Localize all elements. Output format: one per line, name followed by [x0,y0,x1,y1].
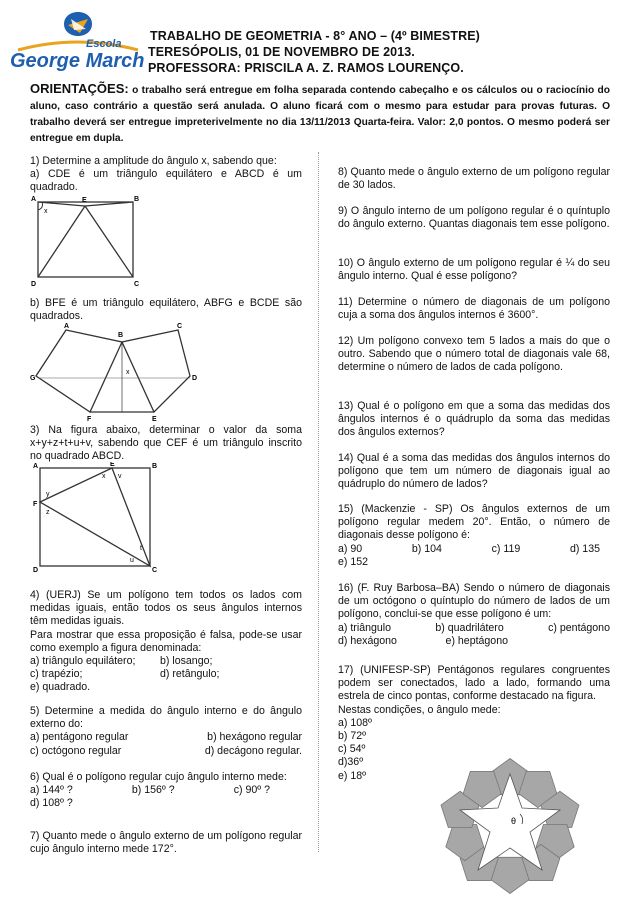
option-4d: d) retângulo; [160,668,220,681]
orientacoes-label: ORIENTAÇÕES: [30,81,129,96]
question-16-options-row2 [338,635,508,648]
question-4-mid: Para mostrar que essa proposição é falsa, pode-se usar como exemplo a figura denominada: [30,628,302,654]
question-16 [338,582,610,648]
label-a: A [31,196,37,203]
question-17-condition: Nestas condições, o ângulo mede: [338,703,501,716]
figure-3 [30,462,160,572]
option-15b: b) 104 [411,542,442,555]
option-15c: c) 119 [491,542,521,555]
option-5d: d) decágono regular. [204,744,302,757]
question-3: 3) Na figura abaixo, determinar o valor da soma x+y+z+t+u+v, sabendo que CEF é um triângulo inscrito no quadrado ABCD. [30,424,302,463]
label-e: E [152,416,157,422]
option-5c: c) octógono regular [30,744,122,757]
header-teacher: PROFESSORA: PRISCILA A. Z. RAMOS LOURENÇO. [148,61,464,75]
question-14: 14) Qual é a soma das medidas dos ângulos internos do polígono que tem um número de diagonais igual ao quádruplo do número de lados? [338,452,610,491]
question-16-text: 16) (F. Ruy Barbosa–BA) Sendo o número de diagonais de um octógono o quíntuplo do número de lados de um polígono, conclui-se que esse polígono é um: [338,582,610,621]
label-v: v [118,473,122,480]
option-6c: c) 90º ? [233,784,270,797]
label-z: z [46,509,50,516]
label-g: G [30,375,36,382]
label-c: C [152,567,158,572]
question-5-options-row2 [30,745,302,758]
school-logo [8,8,148,76]
label-c: C [134,281,140,288]
option-16b: b) quadrilátero [435,621,504,634]
option-17b: b) 72º [338,730,367,743]
header-date: TERESÓPOLIS, 01 DE NOVEMBRO DE 2013. [148,45,415,59]
option-15d: d) 135 [569,542,600,555]
option-15e: e) 152 [338,555,369,568]
label-x: x [44,208,48,215]
option-16a: a) triângulo [338,621,391,634]
question-6 [30,771,302,811]
label-x: x [126,369,130,376]
label-d: D [192,375,198,382]
question-5 [30,705,302,758]
option-4c: c) trapézio; [30,668,83,681]
label-b: B [152,463,158,470]
option-17a: a) 108º [338,716,372,729]
option-6d: d) 108º ? [30,797,73,810]
question-15 [338,503,610,569]
option-4a: a) triângulo equilátero; [30,655,136,668]
orientacoes-text: o trabalho será entregue em folha separada contendo cabeçalho e os cálculos ou o raciocínio do aluno, caso contrário a questão será anulada. O aluno ficará com o mesmo para estudar para provas futuras. O trabalho deverá ser entregue impreterivelmente no dia 13/11/2013 Quarta-feira. Valor: 2,0 pontos. O mesmo poderá ser entregue em dupla. [30,85,610,144]
label-a: A [33,463,39,470]
label-u: u [130,557,134,564]
option-17d: d)36º [338,756,364,769]
option-4b: b) losango; [160,655,213,668]
question-10: 10) O ângulo externo de um polígono regular é ¼ do seu ângulo interno. Qual é esse polígono? [338,257,610,283]
label-d: D [31,281,37,288]
figure-1a [30,194,140,289]
question-16-options-row1 [338,622,610,635]
question-17-text: 17) (UNIFESP-SP) Pentágonos regulares congruentes podem ser conectados, lado a lado, formando uma estrela de cinco pontas, conforme destacado na figura. [338,664,610,703]
option-5b: b) hexágono regular [207,731,302,744]
question-8: 8) Quanto mede o ângulo externo de um polígono regular de 30 lados. [338,166,610,192]
question-6-options [30,784,270,797]
option-17c: c) 54º [338,743,366,756]
option-4e: e) quadrado. [30,681,91,694]
logo-text-escola: Escola [86,38,122,50]
label-x: x [102,473,106,480]
question-11: 11) Determine o número de diagonais de um polígono cuja a soma dos ângulos internos é 3600°. [338,296,610,322]
label-c: C [177,323,183,330]
label-a: A [64,323,70,330]
question-4-intro: 4) (UERJ) Se um polígono tem todos os lados com medidas iguais, então todos os seus ângulos internos têm medidas iguais. [30,589,302,628]
question-5-text: 5) Determine a medida do ângulo interno e do ângulo externo do: [30,705,302,731]
figure-1b [30,322,200,422]
orientacoes-block [30,81,610,147]
option-6b: b) 156º ? [131,784,175,797]
label-e: E [110,462,115,468]
label-y: y [46,491,50,498]
question-15-options [338,543,600,556]
question-12: 12) Um polígono convexo tem 5 lados a mais do que o outro. Sabendo que o número total de diagonais vale 68, determine o número de lados de cada polígono. [338,335,610,374]
option-5a: a) pentágono regular [30,731,129,744]
question-4-options-row2 [30,668,260,681]
header-title: TRABALHO DE GEOMETRIA - 8° ANO – (4º BIMESTRE) [150,29,480,43]
label-d: D [33,567,39,572]
logo-text-name: George March [10,50,145,72]
question-6-text: 6) Qual é o polígono regular cujo ângulo interno mede: [30,771,287,783]
label-f: F [33,501,38,508]
label-b: B [118,332,124,339]
figure-17-pentagon-star [410,752,610,898]
question-13: 13) Qual é o polígono em que a soma das medidas dos ângulos internos é o quádruplo da soma das medidas dos ângulos externos? [338,400,610,439]
option-17e: e) 18º [338,769,367,782]
question-4-options-row1 [30,655,260,668]
label-t: t [140,545,142,552]
option-16c: c) pentágono [548,621,610,634]
label-f: F [87,416,92,422]
question-9: 9) O ângulo interno de um polígono regular é o quíntuplo do ângulo externo. Quantas diagonais tem esse polígono. [338,205,610,231]
column-divider [318,152,320,852]
option-16d: d) hexágono [338,634,397,647]
question-15-text: 15) (Mackenzie - SP) Os ângulos externos de um polígono regular medem 20°. Então, o número de diagonais desse polígono é: [338,503,610,542]
theta-label: θ [511,816,517,826]
option-15a: a) 90 [338,542,363,555]
question-7: 7) Quanto mede o ângulo externo de um polígono regular cujo ângulo interno mede 172°. [30,830,302,856]
label-e: E [82,197,87,204]
question-1: 1) Determine a amplitude do ângulo x, sabendo que: [30,155,277,167]
question-4 [30,589,302,695]
label-b: B [134,196,140,203]
question-1a: a) CDE é um triângulo equilátero e ABCD é um quadrado. [30,168,302,194]
question-1b: b) BFE é um triângulo equilátero, ABFG e BCDE são quadrados. [30,297,302,323]
option-16e: e) heptágono [445,634,508,647]
option-6a: a) 144º ? [30,784,73,797]
question-5-options-row1 [30,731,302,744]
